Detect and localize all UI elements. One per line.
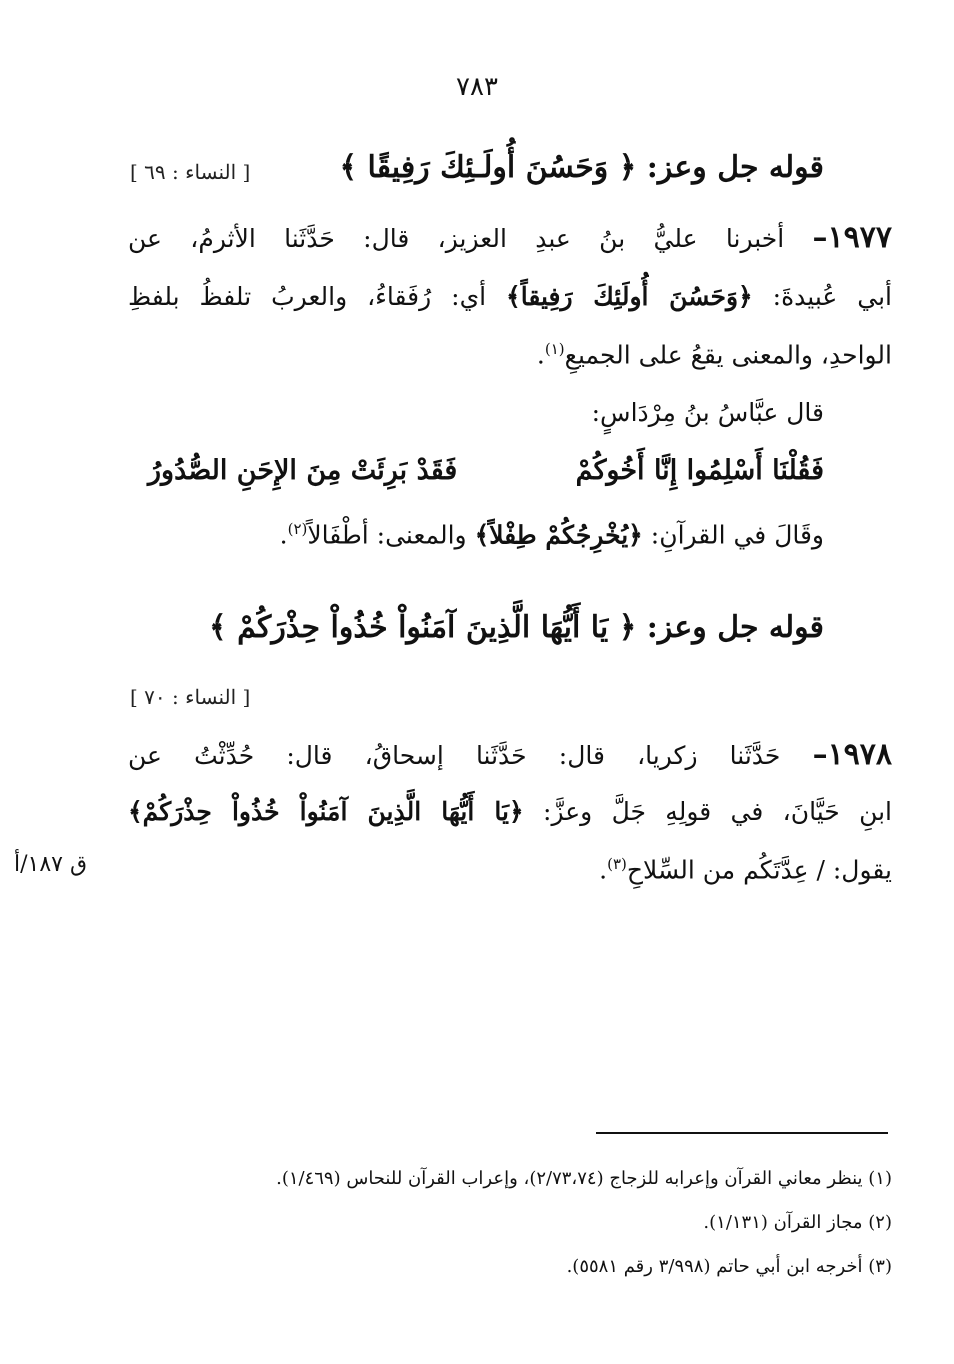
quran-quote: ﴿يُخْرِجُكُمْ طِفْلاً﴾ — [474, 520, 643, 550]
entry-number: ١٩٧٨ — [827, 737, 893, 772]
entry-text: والمعنى: أطْفَالاً — [307, 520, 467, 550]
entry-text-end: . — [536, 340, 545, 370]
section-heading-1 — [339, 150, 824, 185]
footnote-3: (٣) أخرجه ابن أبي حاتم (٣/٩٩٨ رقم ٥٥٨١). — [566, 1256, 892, 1277]
entry-1977-line-1 — [128, 220, 892, 255]
heading-prefix: قوله جل وعز: — [646, 610, 824, 645]
entry-number: ١٩٧٧ — [827, 220, 892, 255]
footnote-2: (٢) مجاز القرآن (١/١٣١). — [703, 1212, 892, 1233]
quran-quote: ﴿يَا أَيُّهَا الَّذِينَ آمَنُواْ خُذُواْ حِذْرَكُمْ﴾ — [128, 797, 524, 826]
footnote-marker: (١) — [544, 340, 565, 358]
entry-1977-line-3 — [537, 340, 892, 369]
surah-reference-2: [ النساء : ٧٠ ] — [130, 685, 251, 709]
entry-text-end: . — [279, 520, 288, 550]
entry-text: أبي عُبيدةَ: — [772, 282, 892, 311]
entry-1978-line-1 — [128, 737, 892, 772]
entry-text: أي: رُفَقاءُ، والعربُ تلفظُ بلفظِ — [128, 282, 487, 311]
footnote-marker: (٢) — [287, 520, 308, 538]
section-heading-2 — [209, 610, 824, 645]
entry-text: أخبرنا عليُّ بنُ عبدِ العزيز، قال: حَدَّثَنا الأثرمُ، عن — [128, 224, 785, 253]
poem-verse-first-hemistich: فَقُلْنَا أَسْلِمُوا إِنَّا أَخُوكُمْ — [575, 455, 824, 486]
entry-1977-line-2 — [128, 282, 892, 311]
entry-dash: – — [812, 737, 828, 772]
entry-text: ابنِ حَيَّانَ، في قولِهِ جَلَّ وعزَّ: — [543, 797, 893, 826]
heading-verse: ﴿ وَحَسُنَ أُولَـئِكَ رَفِيقًا ﴾ — [339, 150, 637, 185]
quran-quote: ﴿وَحَسُنَ أُولَئِكَ رَفِيقاً﴾ — [506, 282, 753, 311]
manuscript-folio-note: ق ١٨٧/أ — [14, 852, 88, 877]
footnote-1: (١) ينظر معاني القرآن وإعرابه للزجاج (٢/٧٣،٧٤)، وإعراب القرآن للنحاس (١/٤٦٩). — [276, 1168, 892, 1189]
entry-text: يقول: / عِدَّتَكُم من السِّلاحِ — [626, 855, 892, 885]
heading-prefix: قوله جل وعز: — [646, 150, 824, 185]
entry-text: وقَالَ في القرآنِ: — [650, 520, 824, 550]
entry-1977-line-5 — [280, 520, 824, 549]
entry-text-end: . — [599, 855, 608, 885]
entry-text: حَدَّثَنا زكريا، قال: حَدَّثَنا إسحاقُ، قال: حُدِّثْتُ عن — [128, 741, 781, 770]
entry-1978-line-2 — [128, 797, 892, 826]
heading-verse: ﴿ يَا أَيُّهَا الَّذِينَ آمَنُواْ خُذُواْ حِذْرَكُمْ ﴾ — [209, 610, 637, 645]
entry-1978-line-3 — [599, 855, 892, 884]
poet-intro: قال عبَّاسُ بنُ مِرْدَاسٍ: — [591, 398, 824, 427]
footnote-marker: (٣) — [607, 855, 627, 873]
entry-dash: – — [812, 220, 828, 255]
page-number: ٧٨٣ — [456, 72, 498, 102]
poem-verse-second-hemistich: فَقَدْ بَرِئَتْ مِنَ الإِحَنِ الصُّدُورُ — [148, 455, 458, 486]
entry-text: الواحدِ، والمعنى يقعُ على الجميعِ — [564, 340, 892, 370]
surah-reference-1: [ النساء : ٦٩ ] — [130, 160, 251, 184]
footnote-separator — [596, 1132, 888, 1134]
